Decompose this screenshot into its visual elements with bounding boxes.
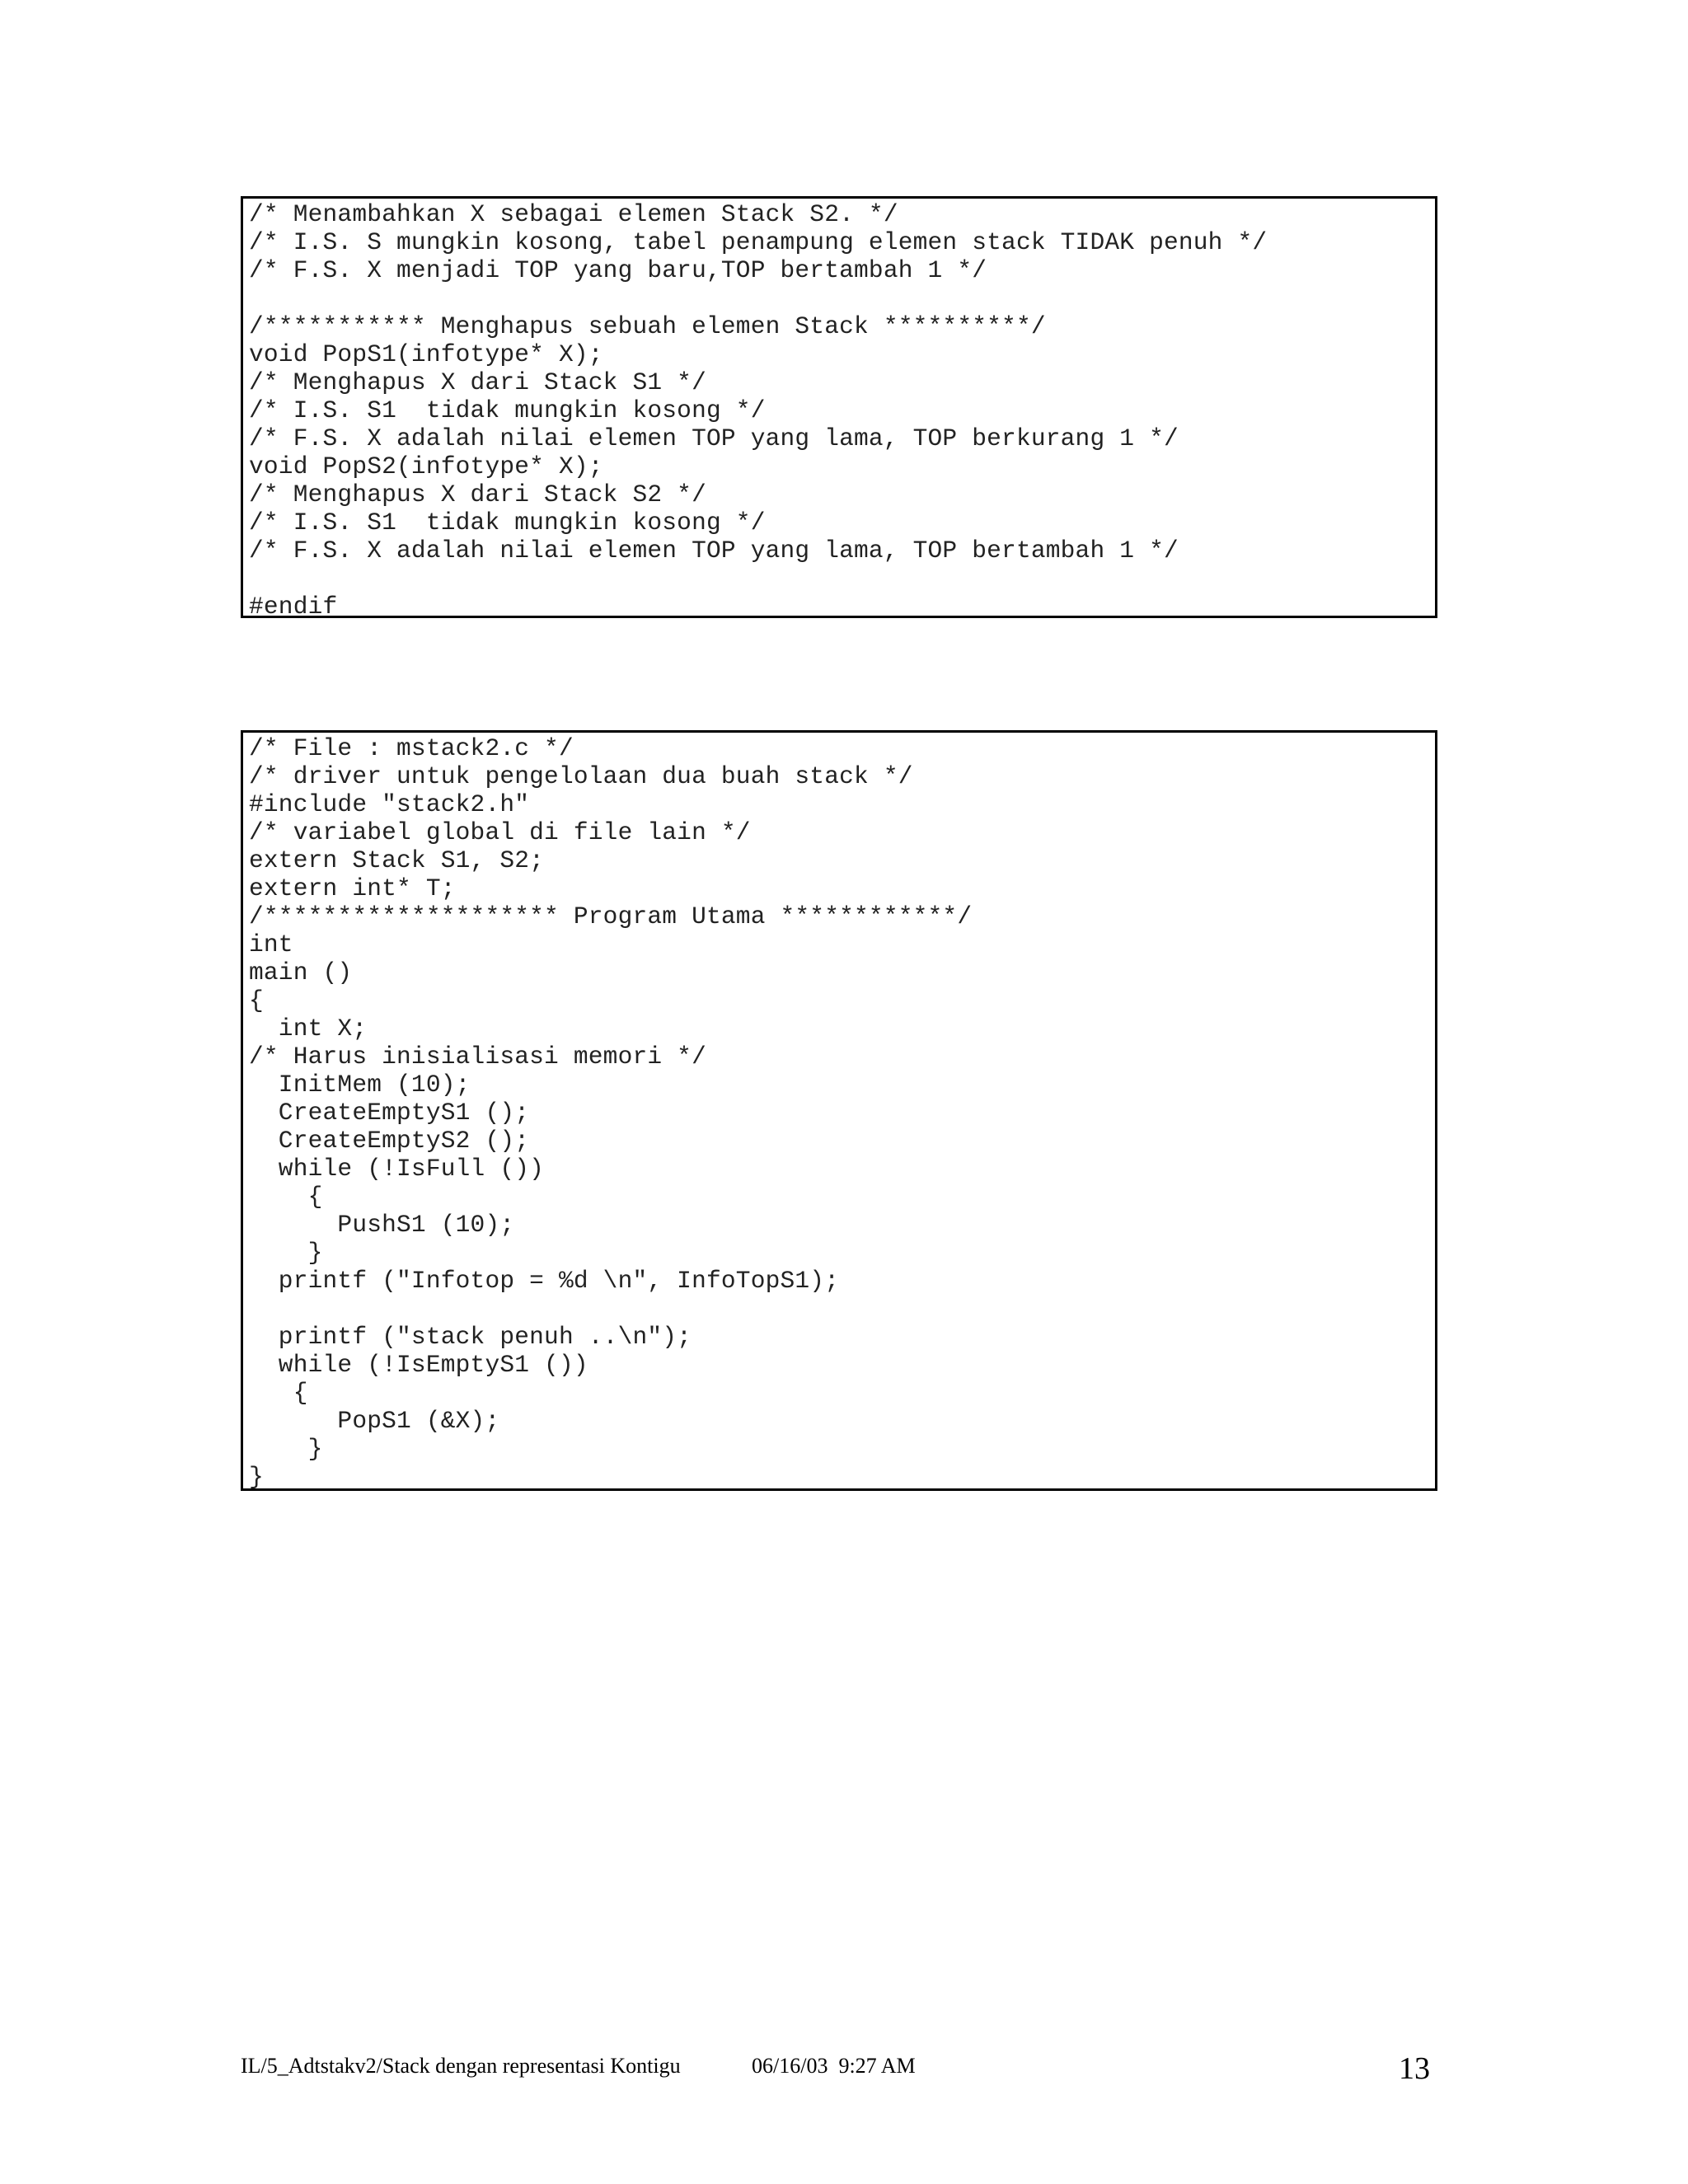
page-number: 13: [1399, 2051, 1430, 2086]
code-line: /* F.S. X menjadi TOP yang baru,TOP bertambah 1 */: [249, 256, 987, 284]
code-line: /* I.S. S mungkin kosong, tabel penampung elemen stack TIDAK penuh */: [249, 228, 1268, 256]
code-line: /*********** Menghapus sebuah elemen Stack **********/: [249, 312, 1046, 340]
code-line: /* driver untuk pengelolaan dua buah stack */: [249, 762, 913, 790]
code-line: PopS1 (&X);: [249, 1407, 500, 1435]
code-line: /* Menambahkan X sebagai elemen Stack S2. */: [249, 200, 898, 228]
code-line: }: [249, 1463, 264, 1491]
code-line: /* Menghapus X dari Stack S1 */: [249, 368, 706, 396]
code-line: void PopS2(infotype* X);: [249, 452, 603, 480]
code-line: printf ("stack penuh ..\n");: [249, 1323, 692, 1351]
code-block-mstack2: [241, 730, 1437, 1491]
code-line: }: [249, 1239, 323, 1267]
code-block-header-excerpt: [241, 196, 1437, 621]
code-line: int: [249, 930, 293, 958]
code-line: [249, 565, 1435, 593]
code-line: void PopS1(infotype* X);: [249, 340, 603, 368]
code-line: printf ("Infotop = %d \n", InfoTopS1);: [249, 1267, 840, 1295]
code-line: /* variabel global di file lain */: [249, 818, 751, 846]
code-line: /* Harus inisialisasi memori */: [249, 1043, 706, 1071]
code-line: main (): [249, 958, 353, 987]
code-line: extern Stack S1, S2;: [249, 846, 545, 874]
footer-date: 06/16/03 9:27 AM: [752, 2054, 916, 2078]
code-line: #include "stack2.h": [249, 790, 530, 818]
code-line: {: [249, 1183, 323, 1211]
code-line: /* I.S. S1 tidak mungkin kosong */: [249, 509, 766, 537]
code-line: while (!IsEmptyS1 ()): [249, 1351, 588, 1379]
code-line: /* File : mstack2.c */: [249, 734, 574, 762]
code-line: /* I.S. S1 tidak mungkin kosong */: [249, 396, 766, 424]
code-line: /******************** Program Utama ************/: [249, 902, 973, 930]
code-line: PushS1 (10);: [249, 1211, 515, 1239]
code-line: [249, 1295, 1435, 1323]
code-line: InitMem (10);: [249, 1071, 471, 1099]
code-line: extern int* T;: [249, 874, 456, 902]
code-line: {: [249, 987, 264, 1015]
code-line: CreateEmptyS2 ();: [249, 1127, 530, 1155]
code-line: /* F.S. X adalah nilai elemen TOP yang lama, TOP berkurang 1 */: [249, 424, 1179, 452]
code-line: #endif: [249, 593, 338, 621]
code-line: [249, 284, 1435, 312]
code-line: {: [249, 1379, 308, 1407]
code-line: while (!IsFull ()): [249, 1155, 545, 1183]
footer-path: IL/5_Adtstakv2/Stack dengan representasi Kontigu: [241, 2054, 681, 2078]
code-line: /* F.S. X adalah nilai elemen TOP yang lama, TOP bertambah 1 */: [249, 537, 1179, 565]
code-line: }: [249, 1435, 323, 1463]
code-line: /* Menghapus X dari Stack S2 */: [249, 480, 706, 509]
code-line: int X;: [249, 1015, 368, 1043]
code-line: CreateEmptyS1 ();: [249, 1099, 530, 1127]
